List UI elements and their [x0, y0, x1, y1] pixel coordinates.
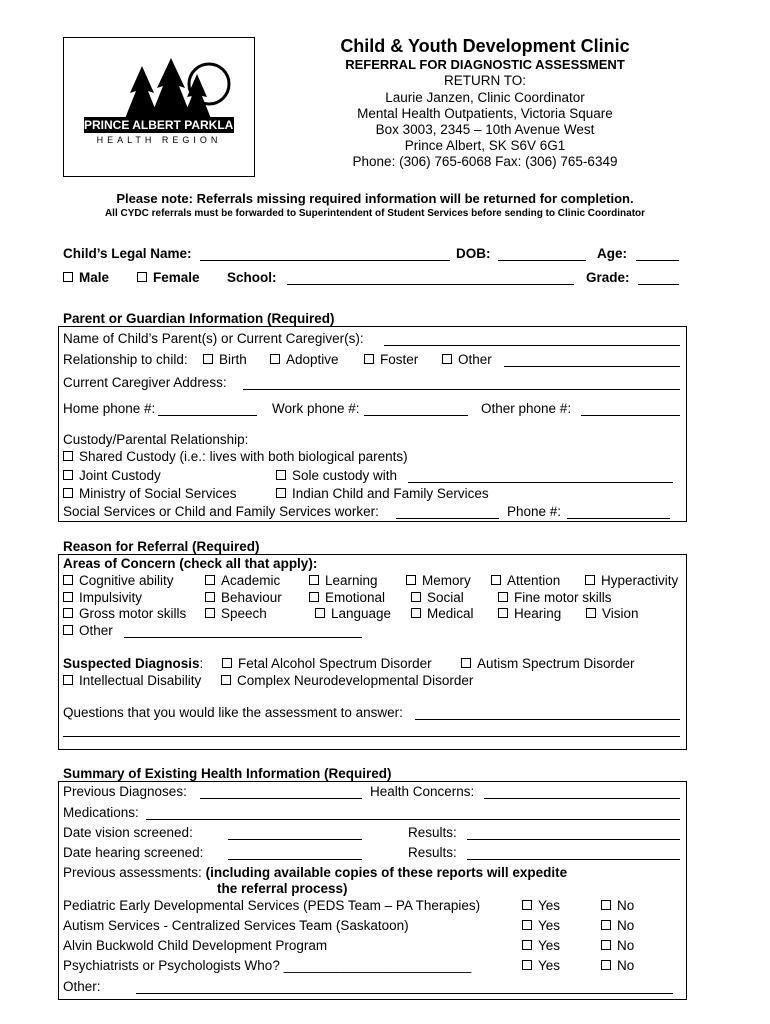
- concern-gross-motor[interactable]: Gross motor skills: [63, 606, 186, 621]
- work-phone-label: Work phone #:: [272, 401, 360, 416]
- social-checkbox[interactable]: [411, 592, 421, 602]
- concern-behaviour[interactable]: Behaviour: [205, 590, 282, 605]
- indian-cfs-option[interactable]: Indian Child and Family Services: [276, 486, 489, 501]
- concern-cognitive[interactable]: Cognitive ability: [63, 573, 174, 588]
- psych-no-checkbox[interactable]: [601, 960, 611, 970]
- form-subtitle: REFERRAL FOR DIAGNOSTIC ASSESSMENT: [345, 57, 625, 72]
- other-assessment-field[interactable]: [136, 993, 673, 994]
- alvin-no-checkbox[interactable]: [601, 940, 611, 950]
- contact-phone: Phone: (306) 765-6068 Fax: (306) 765-6349: [352, 154, 618, 169]
- parent-heading: Parent or Guardian Information (Required): [63, 311, 335, 326]
- school-field[interactable]: [287, 284, 574, 285]
- cnd-option[interactable]: Complex Neurodevelopmental Disorder: [221, 673, 473, 688]
- clinic-title: Child & Youth Development Clinic: [340, 36, 630, 56]
- concern-hyperactivity[interactable]: Hyperactivity: [585, 573, 678, 588]
- male-option[interactable]: Male: [63, 270, 109, 285]
- peds-label: Pediatric Early Developmental Services (PEDS Team – PA Therapies): [63, 898, 481, 913]
- contact-name: Laurie Janzen, Clinic Coordinator: [385, 90, 585, 105]
- academic-checkbox[interactable]: [205, 575, 215, 585]
- male-checkbox[interactable]: [63, 272, 73, 282]
- prev-assessments: Previous assessments: (including available copies of these reports will expedite: [63, 865, 568, 880]
- worker-field[interactable]: [396, 518, 499, 519]
- impulsivity-checkbox[interactable]: [63, 592, 73, 602]
- questions-label: Questions that you would like the assessment to answer:: [63, 705, 403, 720]
- peds-no-checkbox[interactable]: [601, 900, 611, 910]
- hearing-date-label: Date hearing screened:: [63, 845, 204, 860]
- concern-fine-motor[interactable]: Fine motor skills: [498, 590, 612, 605]
- dob-field[interactable]: [498, 260, 586, 261]
- adoptive-checkbox[interactable]: [270, 354, 280, 364]
- cognitive-checkbox[interactable]: [63, 575, 73, 585]
- age-label: Age:: [597, 246, 627, 261]
- caregiver-address-field[interactable]: [243, 389, 680, 390]
- logo-subtitle: HEALTH REGION: [96, 135, 222, 145]
- grade-field[interactable]: [638, 284, 679, 285]
- sole-custody-field[interactable]: [408, 482, 673, 483]
- indian-cfs-checkbox[interactable]: [276, 488, 286, 498]
- intellectual-checkbox[interactable]: [63, 675, 73, 685]
- speech-checkbox[interactable]: [205, 608, 215, 618]
- gross-motor-checkbox[interactable]: [63, 608, 73, 618]
- emotional-checkbox[interactable]: [309, 592, 319, 602]
- autism-no-checkbox[interactable]: [601, 920, 611, 930]
- prev-diagnoses-field[interactable]: [200, 798, 362, 799]
- questions-field-2[interactable]: [63, 736, 680, 737]
- child-name-field[interactable]: [200, 260, 450, 261]
- relationship-label: Relationship to child:: [63, 352, 188, 367]
- caregiver-name-field[interactable]: [384, 345, 680, 346]
- peds-no[interactable]: No: [601, 898, 634, 913]
- reason-heading: Reason for Referral (Required): [63, 539, 260, 554]
- psych-no[interactable]: No: [601, 958, 634, 973]
- peds-yes[interactable]: Yes: [522, 898, 560, 913]
- rel-foster-option[interactable]: Foster: [364, 352, 418, 367]
- age-field[interactable]: [636, 260, 679, 261]
- notice-main: Please note: Referrals missing required information will be returned for completion.: [116, 191, 634, 206]
- worker-phone-label: Phone #:: [507, 504, 562, 519]
- female-option[interactable]: Female: [137, 270, 200, 285]
- concern-language[interactable]: Language: [315, 606, 391, 621]
- joint-custody-checkbox[interactable]: [63, 470, 73, 480]
- areas-label: Areas of Concern (check all that apply):: [63, 556, 318, 571]
- asd-option[interactable]: Autism Spectrum Disorder: [461, 656, 635, 671]
- grade-label: Grade:: [586, 270, 630, 285]
- autism-yes-checkbox[interactable]: [522, 920, 532, 930]
- autism-services-label: Autism Services - Centralized Services Team (Saskatoon): [63, 918, 409, 933]
- notice-sub: All CYDC referrals must be forwarded to Superintendent of Student Services before sending to Clinic Coordinator: [104, 208, 646, 219]
- vision-results-field[interactable]: [467, 839, 680, 840]
- memory-checkbox[interactable]: [406, 575, 416, 585]
- vision-checkbox[interactable]: [586, 608, 596, 618]
- fine-motor-checkbox[interactable]: [498, 592, 508, 602]
- joint-custody-option[interactable]: Joint Custody: [63, 468, 161, 483]
- vision-date-label: Date vision screened:: [63, 825, 193, 840]
- peds-yes-checkbox[interactable]: [522, 900, 532, 910]
- shared-custody-option[interactable]: Shared Custody (i.e.: lives with both biological parents): [63, 449, 408, 464]
- rel-birth-option[interactable]: Birth: [203, 352, 247, 367]
- prev-diagnoses-label: Previous Diagnoses:: [63, 784, 187, 799]
- shared-custody-checkbox[interactable]: [63, 451, 73, 461]
- foster-checkbox[interactable]: [364, 354, 374, 364]
- concern-academic[interactable]: Academic: [205, 573, 280, 588]
- concern-hearing[interactable]: Hearing: [498, 606, 561, 621]
- concern-speech[interactable]: Speech: [205, 606, 267, 621]
- concern-vision[interactable]: Vision: [586, 606, 639, 621]
- contact-dept: Mental Health Outpatients, Victoria Square: [357, 106, 613, 121]
- autism-yes[interactable]: Yes: [522, 918, 560, 933]
- medications-field[interactable]: [146, 819, 680, 820]
- child-name-label: Child’s Legal Name:: [63, 246, 192, 261]
- alvin-no[interactable]: No: [601, 938, 634, 953]
- concern-other-field[interactable]: [124, 637, 362, 638]
- behaviour-checkbox[interactable]: [205, 592, 215, 602]
- suspected-diagnosis: Suspected Diagnosis:: [63, 656, 204, 671]
- other-rel-checkbox[interactable]: [442, 354, 452, 364]
- concern-learning[interactable]: Learning: [309, 573, 378, 588]
- caregiver-name-label: Name of Child’s Parent(s) or Current Caregiver(s):: [63, 331, 364, 346]
- cnd-checkbox[interactable]: [221, 675, 231, 685]
- other-phone-field[interactable]: [581, 415, 680, 416]
- attention-checkbox[interactable]: [491, 575, 501, 585]
- contact-address: Box 3003, 2345 – 10th Avenue West: [375, 122, 595, 137]
- alvin-yes-checkbox[interactable]: [522, 940, 532, 950]
- dob-label: DOB:: [456, 246, 491, 261]
- alvin-yes[interactable]: Yes: [522, 938, 560, 953]
- intellectual-option[interactable]: Intellectual Disability: [63, 673, 201, 688]
- rel-adoptive-option[interactable]: Adoptive: [270, 352, 339, 367]
- ministry-checkbox[interactable]: [63, 488, 73, 498]
- concern-memory[interactable]: Memory: [406, 573, 471, 588]
- hearing-results-label: Results:: [408, 845, 457, 860]
- autism-no[interactable]: No: [601, 918, 634, 933]
- hearing-checkbox[interactable]: [498, 608, 508, 618]
- health-heading: Summary of Existing Health Information (Required): [63, 766, 392, 781]
- other-phone-label: Other phone #:: [481, 401, 572, 416]
- return-to: RETURN TO:: [443, 73, 526, 88]
- custody-label: Custody/Parental Relationship:: [63, 432, 249, 447]
- alvin-label: Alvin Buckwold Child Development Program: [63, 938, 328, 953]
- language-checkbox[interactable]: [315, 608, 325, 618]
- female-checkbox[interactable]: [137, 272, 147, 282]
- asd-checkbox[interactable]: [461, 658, 471, 668]
- concern-impulsivity[interactable]: Impulsivity: [63, 590, 142, 605]
- other-concern-checkbox[interactable]: [63, 625, 73, 635]
- worker-label: Social Services or Child and Family Services worker:: [63, 504, 379, 519]
- worker-phone-field[interactable]: [567, 518, 670, 519]
- psych-yes[interactable]: Yes: [522, 958, 560, 973]
- questions-field-1[interactable]: [415, 719, 680, 720]
- contact-city: Prince Albert, SK S6V 6G1: [404, 138, 566, 153]
- other-assessment-label: Other:: [63, 979, 101, 994]
- tree-logo-icon: [64, 46, 254, 126]
- vision-date-field[interactable]: [228, 839, 362, 840]
- prev-assessments-note: the referral process): [217, 881, 348, 896]
- sole-custody-option[interactable]: Sole custody with: [276, 468, 397, 483]
- concern-medical[interactable]: Medical: [411, 606, 474, 621]
- logo-box: [63, 37, 255, 177]
- psych-label: Psychiatrists or Psychologists Who? _________________________: [63, 958, 472, 973]
- ministry-option[interactable]: Ministry of Social Services: [63, 486, 237, 501]
- hearing-results-field[interactable]: [467, 859, 680, 860]
- home-phone-label: Home phone #:: [63, 401, 156, 416]
- hearing-date-field[interactable]: [228, 859, 362, 860]
- health-concerns-label: Health Concerns:: [370, 784, 475, 799]
- caregiver-address-label: Current Caregiver Address:: [63, 375, 227, 390]
- hyperactivity-checkbox[interactable]: [585, 575, 595, 585]
- medications-label: Medications:: [63, 805, 139, 820]
- fasd-checkbox[interactable]: [222, 658, 232, 668]
- sole-custody-checkbox[interactable]: [276, 470, 286, 480]
- fasd-option[interactable]: Fetal Alcohol Spectrum Disorder: [222, 656, 432, 671]
- concern-attention[interactable]: Attention: [491, 573, 560, 588]
- rel-other-option[interactable]: Other: [442, 352, 492, 367]
- home-phone-field[interactable]: [158, 415, 257, 416]
- health-concerns-field[interactable]: [484, 798, 680, 799]
- work-phone-field[interactable]: [364, 415, 468, 416]
- learning-checkbox[interactable]: [309, 575, 319, 585]
- concern-emotional[interactable]: Emotional: [309, 590, 385, 605]
- concern-other[interactable]: Other: [63, 623, 113, 638]
- birth-checkbox[interactable]: [203, 354, 213, 364]
- rel-other-field[interactable]: [504, 366, 680, 367]
- concern-social[interactable]: Social: [411, 590, 464, 605]
- logo-name: PRINCE ALBERT PARKLAND: [84, 118, 251, 132]
- psych-yes-checkbox[interactable]: [522, 960, 532, 970]
- medical-checkbox[interactable]: [411, 608, 421, 618]
- school-label: School:: [227, 270, 277, 285]
- vision-results-label: Results:: [408, 825, 457, 840]
